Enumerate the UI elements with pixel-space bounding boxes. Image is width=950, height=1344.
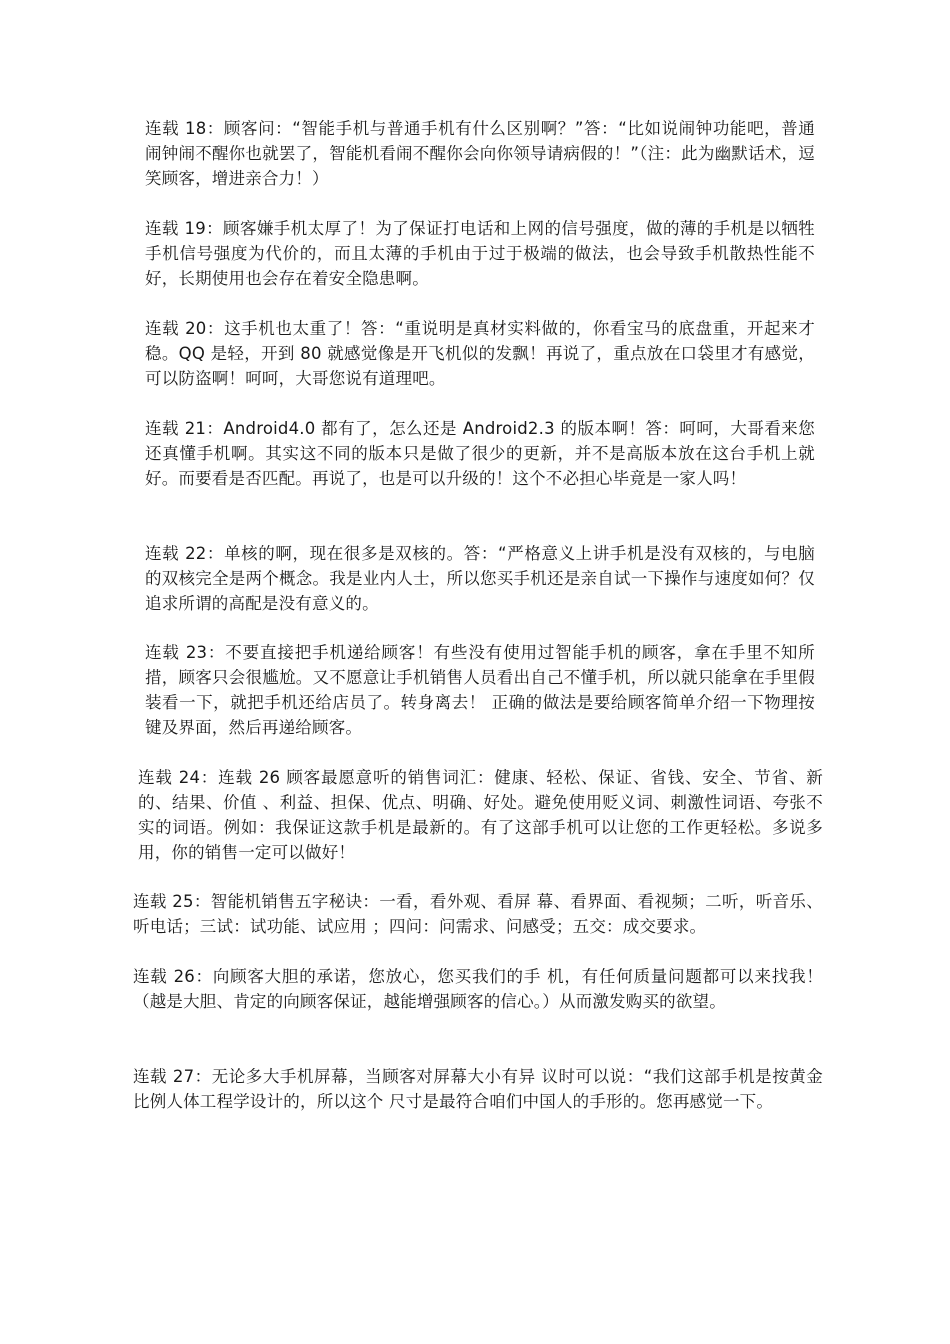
paragraph-27 — [133, 1064, 823, 1114]
paragraph-19 — [145, 216, 815, 291]
paragraph-22 — [145, 541, 815, 616]
paragraph-24 — [138, 765, 823, 865]
paragraph-label: 连载 27： — [133, 1067, 212, 1086]
paragraph-label: 连载 19： — [145, 219, 224, 238]
paragraph-label: 连载 18： — [145, 119, 224, 138]
paragraph-21 — [145, 416, 815, 491]
paragraph-label: 连载 22： — [145, 544, 225, 563]
paragraph-label: 连载 25： — [133, 892, 211, 911]
paragraph-text: 向顾客大胆的承诺，您放心，您买我们的手 机，有任何质量问题都可以来找我！（越是大胆、肯定的向顾客保证，越能增强顾客的信心。）从而激发购买的欲望。 — [133, 967, 823, 1011]
paragraph-text: 连载 26 顾客最愿意听的销售词汇：健康、轻松、保证、省钱、安全、节省、新的、结果、价值 、利益、担保、优点、明确、好处。避免使用贬义词、刺激性词语、夸张不实的词语。例如：我保证这款手机是最新的。有了这部手机可以让您的工作更轻松。多说多用，你的销售一定可以做好！ — [138, 768, 823, 862]
paragraph-text: 智能机销售五字秘诀：一看，看外观、看屏 幕、看界面、看视频；二听，听音乐、听电话；三试：试功能、试应用 ；四问：问需求、问感受；五交：成交要求。 — [133, 892, 823, 936]
paragraph-text: 顾客问：“智能手机与普通手机有什么区别啊？”答：“比如说闹钟功能吧，普通闹钟闹不醒你也就罢了，智能机看闹不醒你会向你领导请病假的！”（注：此为幽默话术，逗笑顾客，增进亲合力！） — [145, 119, 815, 188]
paragraph-text: 无论多大手机屏幕，当顾客对屏幕大小有异 议时可以说：“我们这部手机是按黄金比例人体工程学设计的，所以这个 尺寸是最符合咱们中国人的手形的。您再感觉一下。 — [133, 1067, 823, 1111]
paragraph-23 — [145, 640, 815, 740]
paragraph-20 — [145, 316, 815, 391]
paragraph-text: 这手机也太重了！答：“重说明是真材实料做的，你看宝马的底盘重，开起来才稳。QQ 是轻，开到 80 就感觉像是开飞机似的发飘！再说了，重点放在口袋里才有感觉，可以防盗啊！呵呵，大哥您说有道理吧。 — [145, 319, 815, 388]
paragraph-label: 连载 20： — [145, 319, 225, 338]
paragraph-text: 顾客嫌手机太厚了！为了保证打电话和上网的信号强度，做的薄的手机是以牺牲手机信号强度为代价的，而且太薄的手机由于过于极端的做法，也会导致手机散热性能不好，长期使用也会存在着安全隐患啊。 — [145, 219, 815, 288]
paragraph-26 — [133, 964, 823, 1014]
paragraph-label: 连载 24： — [138, 768, 219, 787]
paragraph-label: 连载 21： — [145, 419, 224, 438]
paragraph-label: 连载 23： — [145, 643, 226, 662]
paragraph-text: Android4.0 都有了，怎么还是 Android2.3 的版本啊！答：呵呵，大哥看来您还真懂手机啊。其实这不同的版本只是做了很少的更新，并不是高版本放在这台手机上就好。而要看是否匹配。再说了，也是可以升级的！这个不必担心毕竟是一家人吗！ — [145, 419, 815, 488]
paragraph-label: 连载 26： — [133, 967, 213, 986]
paragraph-25 — [133, 889, 823, 939]
paragraph-text: 单核的啊，现在很多是双核的。答：“严格意义上讲手机是没有双核的，与电脑的双核完全是两个概念。我是业内人士，所以您买手机还是亲自试一下操作与速度如何？仅追求所谓的高配是没有意义的。 — [145, 544, 815, 613]
paragraph-18 — [145, 116, 815, 191]
paragraph-text: 不要直接把手机递给顾客！有些没有使用过智能手机的顾客，拿在手里不知所措，顾客只会很尴尬。又不愿意让手机销售人员看出自己不懂手机，所以就只能拿在手里假装看一下，就把手机还给店员了。转身离去！ 正确的做法是要给顾客简单介绍一下物理按键及界面，然后再递给顾客。 — [145, 643, 815, 737]
